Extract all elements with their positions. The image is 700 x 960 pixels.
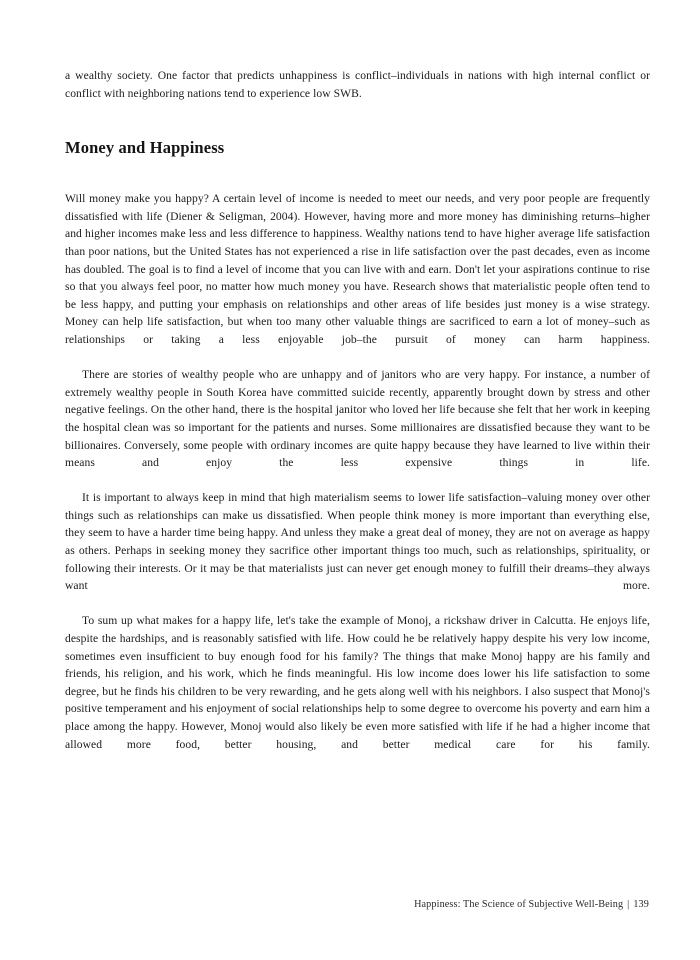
body-paragraphs bbox=[65, 158, 650, 771]
paragraph: To sum up what makes for a happy life, let's take the example of Monoj, a rickshaw driver in Calcutta. He enjoys life, despite the hardships, and is reasonably satisfied with life. How could he be relatively happy despite his very low income, sometimes even insufficient to buy enough food for his family? The things that make Monoj happy are his family and friends, his religion, and his work, which he finds meaningful. His low income does lower his life satisfaction to some degree, but he finds his children to be very rewarding, and he gets along well with his neighbors. I also suspect that Monoj's positive temperament and his enjoyment of social relationships help to some degree to overcome his poverty and earn him a place among the happy. However, Monoj would also likely be even more satisfied with life if he had a higher income that allowed more food, better housing, and better medical care for his family. bbox=[65, 614, 650, 751]
paragraph: There are stories of wealthy people who are unhappy and of janitors who are very happy. For instance, a number of extremely wealthy people in South Korea have committed suicide recently, apparently brought down by stress and other negative feelings. On the other hand, there is the hospital janitor who loved her life because she felt that her work in keeping the hospital clean was so important for the patients and nurses. Some millionaires are dissatisfied because they want to be billionaires. Conversely, some people with ordinary incomes are quite happy because they have learned to live within their means and enjoy the less expensive things in life. bbox=[65, 368, 650, 470]
page-content bbox=[65, 0, 650, 771]
footer-separator: | bbox=[627, 899, 630, 910]
footer-title: Happiness: The Science of Subjective Well-Being bbox=[414, 899, 624, 910]
paragraph: It is important to always keep in mind that high materialism seems to lower life satisfaction–valuing money over other things such as relationships can make us dissatisfied. When people think money is more important than everything else, they seem to have a harder time being happy. And unless they make a great deal of money, they are not on average as happy as others. Perhaps in seeking money they sacrifice other important things too much, such as relationships, spirituality, or following their interests. Or it may be that materialists just can never get enough money to fulfill their dreams–they always want more. bbox=[65, 491, 650, 593]
paragraph: Will money make you happy? A certain level of income is needed to meet our needs, and very poor people are frequently dissatisfied with life (Diener & Seligman, 2004). However, having more and more money has diminishing returns–higher and higher incomes make less and less difference to happiness. Wealthy nations tend to have higher average life satisfaction than poor nations, but the United States has not experienced a rise in life satisfaction over the past decades, even as income has doubled. The goal is to find a level of income that you can live with and earn. Don't let your aspirations continue to rise so that you always feel poor, no matter how much money you have. Research shows that materialistic people often tend to be less happy, and putting your emphasis on relationships and other areas of life besides just money is a wise strategy. Money can help life satisfaction, but when too many other valuable things are sacrificed to earn a lot of money–such as relationships or taking a less enjoyable job–the pursuit of money can harm happiness. bbox=[65, 192, 650, 346]
continued-paragraph: a wealthy society. One factor that predicts unhappiness is conflict–individuals in nations with high internal conflict or conflict with neighboring nations tend to experience low SWB. bbox=[65, 69, 650, 100]
section-heading: Money and Happiness bbox=[65, 138, 225, 158]
page-footer bbox=[65, 898, 649, 912]
footer-page-number: 139 bbox=[633, 899, 649, 910]
